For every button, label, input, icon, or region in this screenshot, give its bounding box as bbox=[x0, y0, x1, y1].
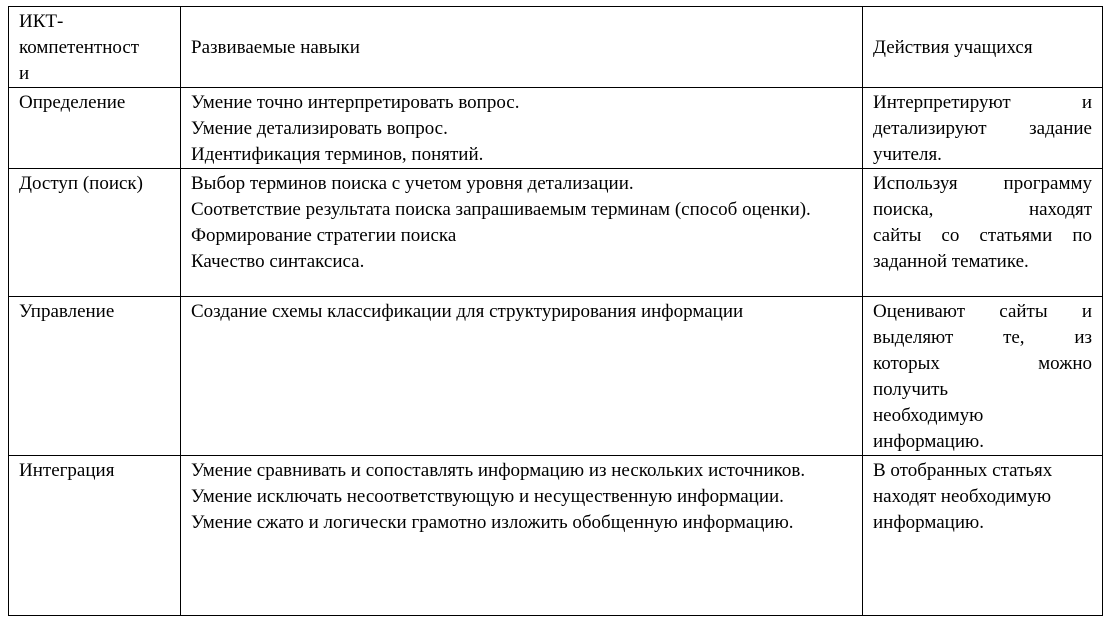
skill-item: Умение исключать несоответствующую и несущественную информации. bbox=[191, 486, 784, 507]
header-competence-line: ИКТ- bbox=[19, 11, 64, 32]
skills-cell bbox=[181, 169, 863, 297]
skill-item: Соответствие результата поиска запрашиваемым терминам (способ оценки). bbox=[191, 199, 811, 220]
action-line: заданной тематике. bbox=[873, 251, 1029, 272]
action-line: Оценивают сайты и bbox=[873, 301, 1092, 322]
action-line: В отобранных статьях bbox=[873, 460, 1053, 481]
header-competence-line: и bbox=[19, 63, 30, 84]
action-line: которых можно bbox=[873, 353, 1092, 374]
competence-cell: Управление bbox=[9, 297, 181, 456]
skill-item: Умение сжато и логически грамотно изложить обобщенную информацию. bbox=[191, 512, 794, 533]
actions-cell bbox=[863, 169, 1103, 297]
skill-item: Выбор терминов поиска с учетом уровня детализации. bbox=[191, 173, 634, 194]
header-competence-cell bbox=[9, 7, 181, 88]
header-skills-cell: Развиваемые навыки bbox=[181, 7, 863, 88]
competence-cell: Интеграция bbox=[9, 456, 181, 616]
skill-item: Качество синтаксиса. bbox=[191, 251, 365, 272]
skill-item: Формирование стратегии поиска bbox=[191, 225, 457, 246]
action-line: находят необходимую bbox=[873, 486, 1052, 507]
header-competence-line: компетентност bbox=[19, 37, 140, 58]
skills-cell bbox=[181, 88, 863, 169]
table-header-row bbox=[9, 7, 1103, 88]
action-line: выделяют те, из bbox=[873, 327, 1092, 348]
skill-item: Умение детализировать вопрос. bbox=[191, 118, 448, 139]
competence-cell: Доступ (поиск) bbox=[9, 169, 181, 297]
action-line: поиска, находят bbox=[873, 199, 1092, 220]
action-line: Интерпретируют и bbox=[873, 92, 1092, 113]
table-row bbox=[9, 88, 1103, 169]
skill-item: Идентификация терминов, понятий. bbox=[191, 144, 484, 165]
action-line: учителя. bbox=[873, 144, 942, 165]
action-line: Используя программу bbox=[873, 173, 1092, 194]
action-line: сайты со статьями по bbox=[873, 225, 1092, 246]
table-row bbox=[9, 456, 1103, 616]
skills-cell bbox=[181, 456, 863, 616]
skill-item: Умение точно интерпретировать вопрос. bbox=[191, 92, 520, 113]
skill-item: Умение сравнивать и сопоставлять информацию из нескольких источников. bbox=[191, 460, 806, 481]
action-line: информацию. bbox=[873, 512, 984, 533]
action-line: детализируют задание bbox=[873, 118, 1092, 139]
actions-cell bbox=[863, 456, 1103, 616]
action-line: необходимую bbox=[873, 405, 984, 426]
action-line: информацию. bbox=[873, 431, 984, 452]
skill-item: Создание схемы классификации для структурирования информации bbox=[191, 301, 744, 322]
table-row bbox=[9, 297, 1103, 456]
actions-cell bbox=[863, 297, 1103, 456]
action-line: получить bbox=[873, 379, 949, 400]
header-actions-cell: Действия учащихся bbox=[863, 7, 1103, 88]
skills-cell bbox=[181, 297, 863, 456]
competence-table bbox=[8, 6, 1103, 616]
table-row bbox=[9, 169, 1103, 297]
competence-cell: Определение bbox=[9, 88, 181, 169]
actions-cell bbox=[863, 88, 1103, 169]
